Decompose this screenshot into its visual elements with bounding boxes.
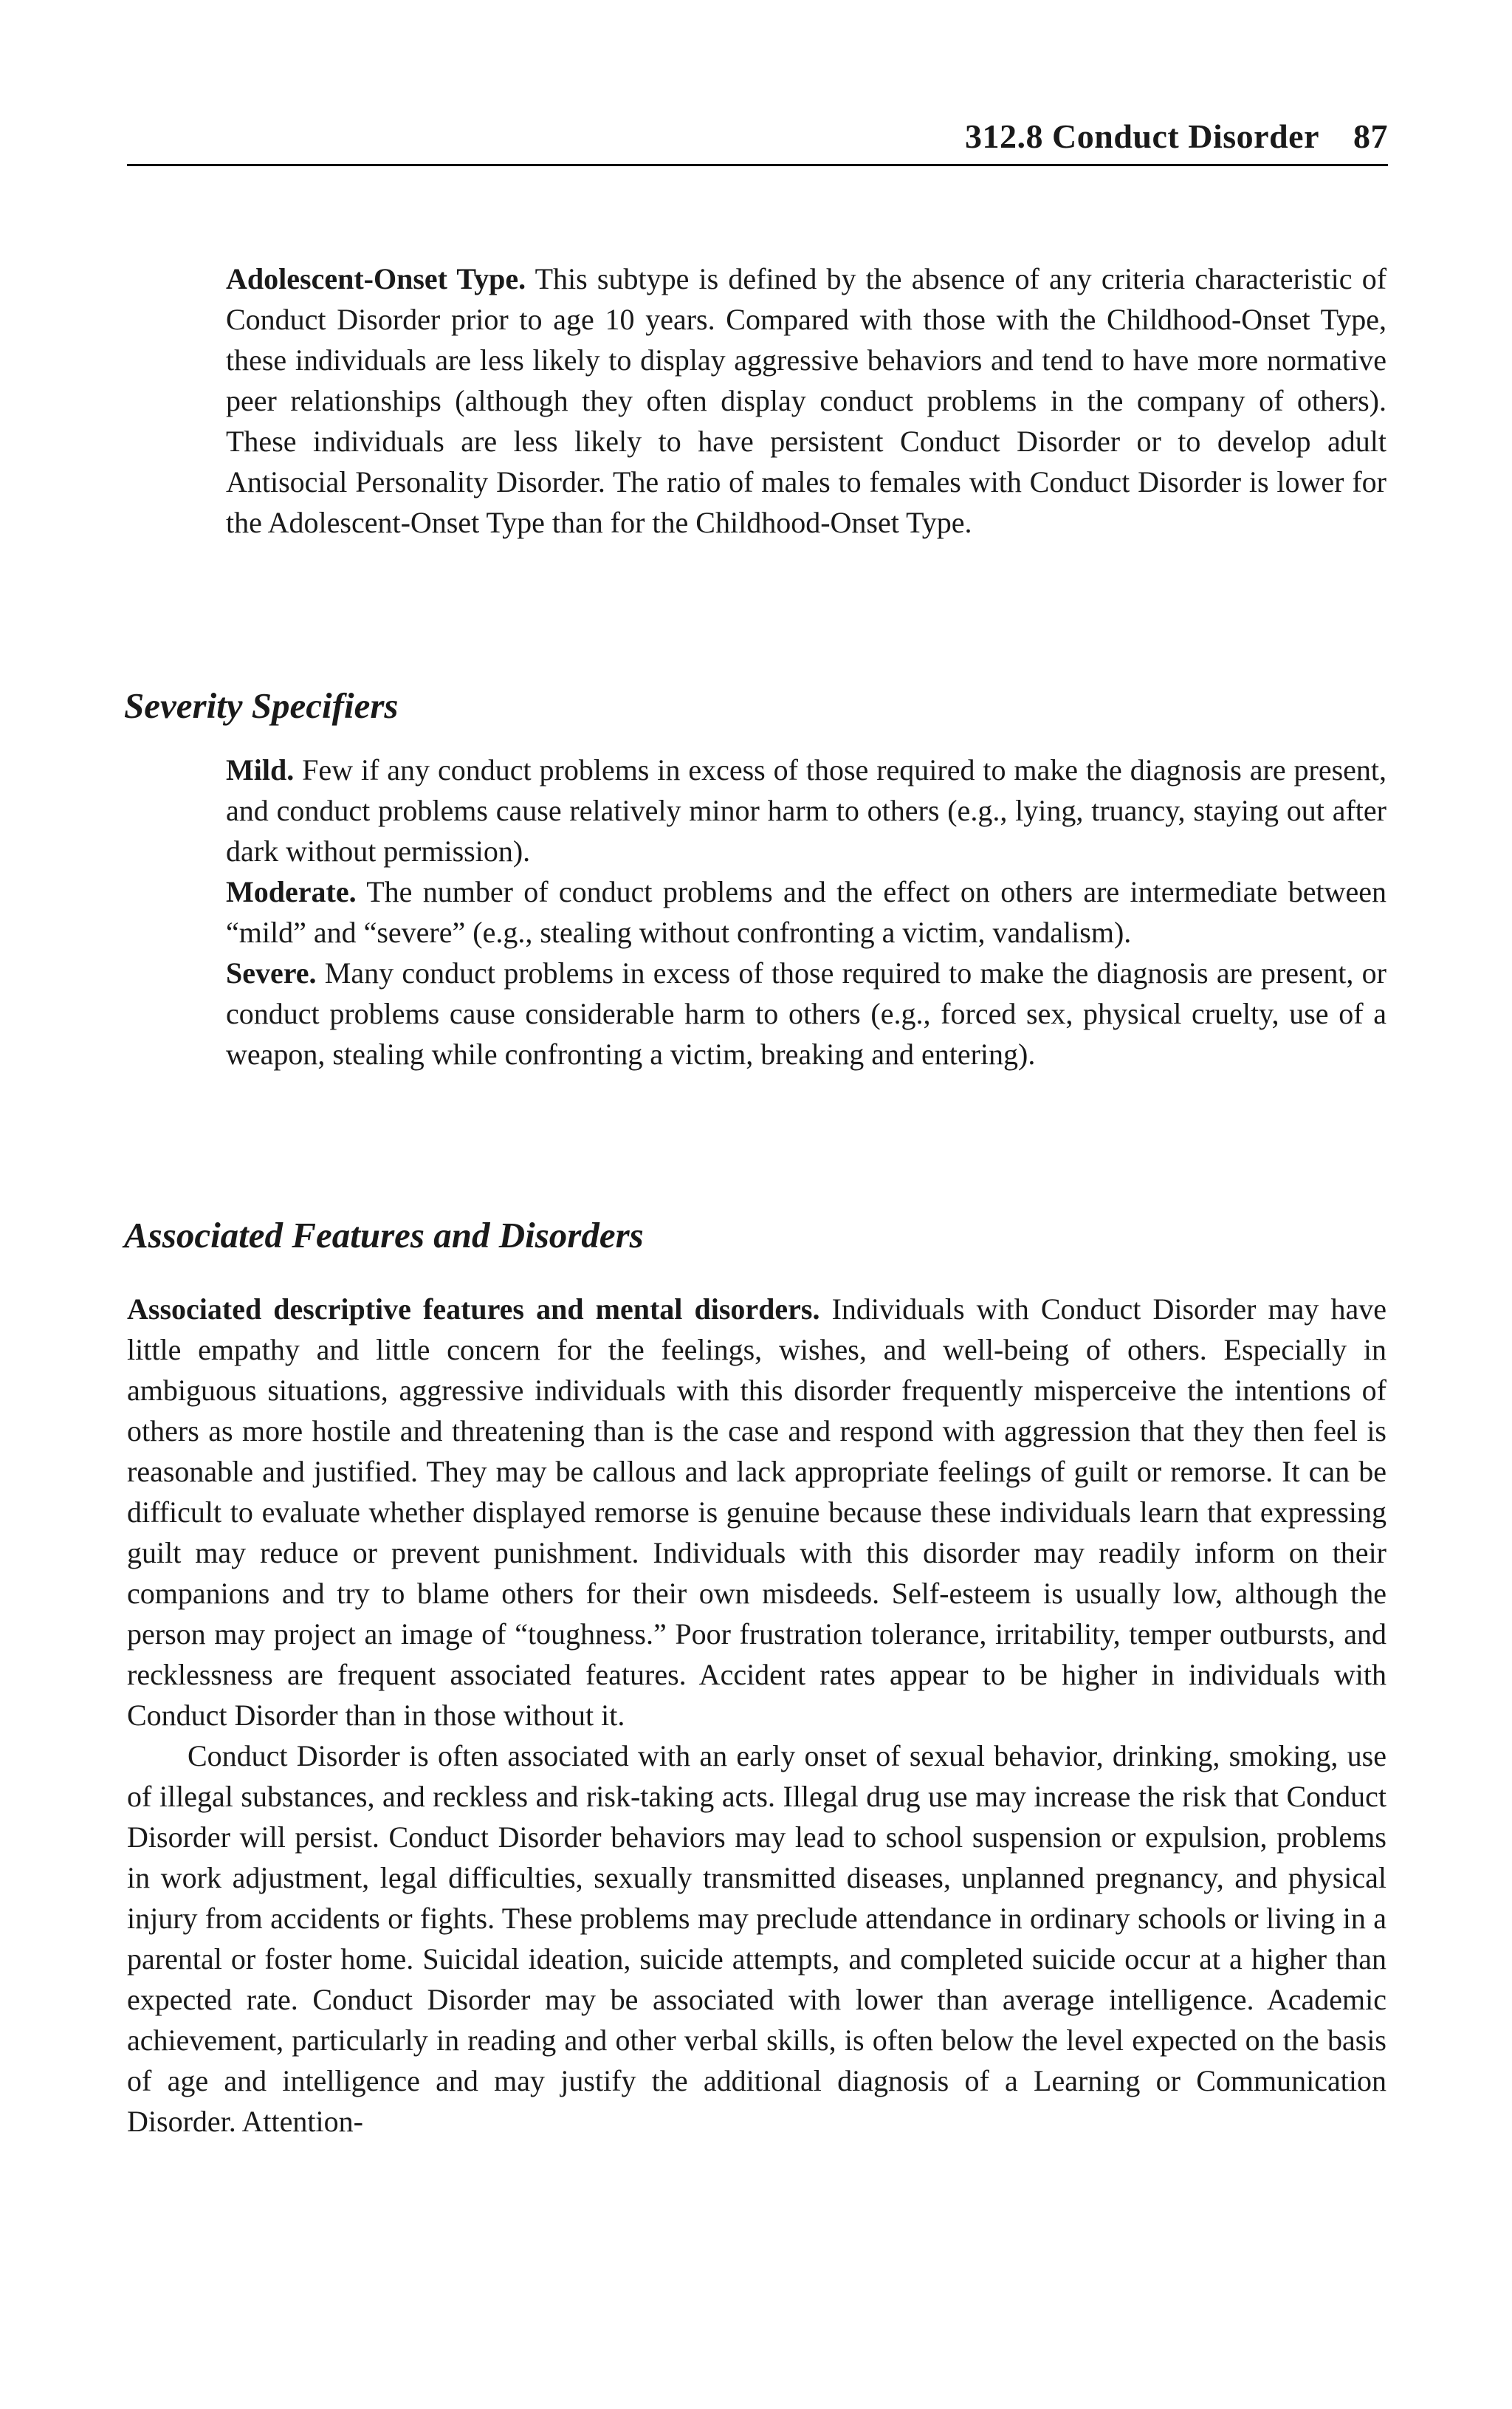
associated-paragraph-2: Conduct Disorder is often associated with an early onset of sexual behavior, drinking, smoking, use of illegal substances, and reckless and risk-taking acts. Illegal drug use may increase the risk that Conduct Disorder will persist. Conduct Disorder behaviors may lead to school suspension or expulsion, problems in work adjustment, legal difficulties, sexually transmitted diseases, unplanned pregnancy, and physical injury from accidents or fights. These problems may preclude attendance in ordinary schools or living in a parental or foster home. Suicidal ideation, suicide attempts, and completed suicide occur at a higher than expected rate. Conduct Disorder may be associated with lower than average intelligence. Academic achievement, particularly in reading and other verbal skills, is often below the level expected on the basis of age and intelligence and may justify the additional diagnosis of a Learning or Communication Disorder. Attention- — [127, 1739, 1386, 2138]
adolescent-onset-paragraph — [226, 258, 1386, 543]
associated-paragraph-1-text: Individuals with Conduct Disorder may have little empathy and little concern for the feelings, wishes, and well-being of others. Especially in ambiguous situations, aggressive individuals with this disorder frequently misperceive the intentions of others as more hostile and threatening than is the case and respond with aggression that they then feel is reasonable and justified. They may be callous and lack appropriate feelings of guilt or remorse. It can be difficult to evaluate whether displayed remorse is genuine because these individuals learn that expressing guilt may reduce or prevent punishment. Individuals with this disorder may readily inform on their companions and try to blame others for their own misdeeds. Self-esteem is usually low, although the person may project an image of “toughness.” Poor frustration tolerance, irritability, temper outbursts, and recklessness are frequent associated features. Accident rates appear to be higher in individuals with Conduct Disorder than in those without it. — [127, 1292, 1386, 1732]
severe-paragraph — [226, 953, 1386, 1075]
associated-paragraph-1 — [127, 1289, 1386, 1735]
severity-specifiers — [226, 750, 1386, 1075]
running-head — [127, 111, 1388, 166]
associated-lead: Associated descriptive features and mental disorders. — [127, 1292, 820, 1326]
running-head-section: 312.8 Conduct Disorder — [965, 117, 1319, 155]
mild-lead: Mild. — [226, 753, 295, 787]
adolescent-onset-text: This subtype is defined by the absence of any criteria characteristic of Conduct Disorder prior to age 10 years. Compared with those with the Childhood-Onset Type, these individuals are less likely to display aggressive behaviors and tend to have more normative peer relationships (although they often display conduct problems in the company of others). These individuals are less likely to have persistent Conduct Disorder or to develop adult Antisocial Personality Disorder. The ratio of males to females with Conduct Disorder is lower for the Adolescent-Onset Type than for the Childhood-Onset Type. — [226, 262, 1387, 539]
moderate-paragraph — [226, 871, 1386, 953]
severe-lead: Severe. — [226, 956, 317, 990]
adolescent-onset-lead: Adolescent-Onset Type. — [226, 262, 526, 295]
mild-paragraph — [226, 750, 1386, 871]
associated-features-heading: Associated Features and Disorders — [124, 1215, 644, 1255]
severity-heading: Severity Specifiers — [124, 685, 399, 726]
moderate-text: The number of conduct problems and the effect on others are intermediate between “mild” and “severe” (e.g., stealing without confronting a victim, vandalism). — [226, 875, 1386, 949]
page-number: 87 — [1353, 117, 1388, 155]
associated-features-body — [127, 1289, 1386, 2142]
running-head-title — [965, 117, 1388, 156]
mild-text: Few if any conduct problems in excess of those required to make the diagnosis are present, and conduct problems cause relatively minor harm to others (e.g., lying, truancy, staying out after dark without permission). — [226, 753, 1387, 868]
severe-text: Many conduct problems in excess of those required to make the diagnosis are present, or conduct problems cause considerable harm to others (e.g., forced sex, physical cruelty, use of a weapon, stealing while confronting a victim, breaking and entering). — [226, 956, 1386, 1071]
moderate-lead: Moderate. — [226, 875, 357, 908]
